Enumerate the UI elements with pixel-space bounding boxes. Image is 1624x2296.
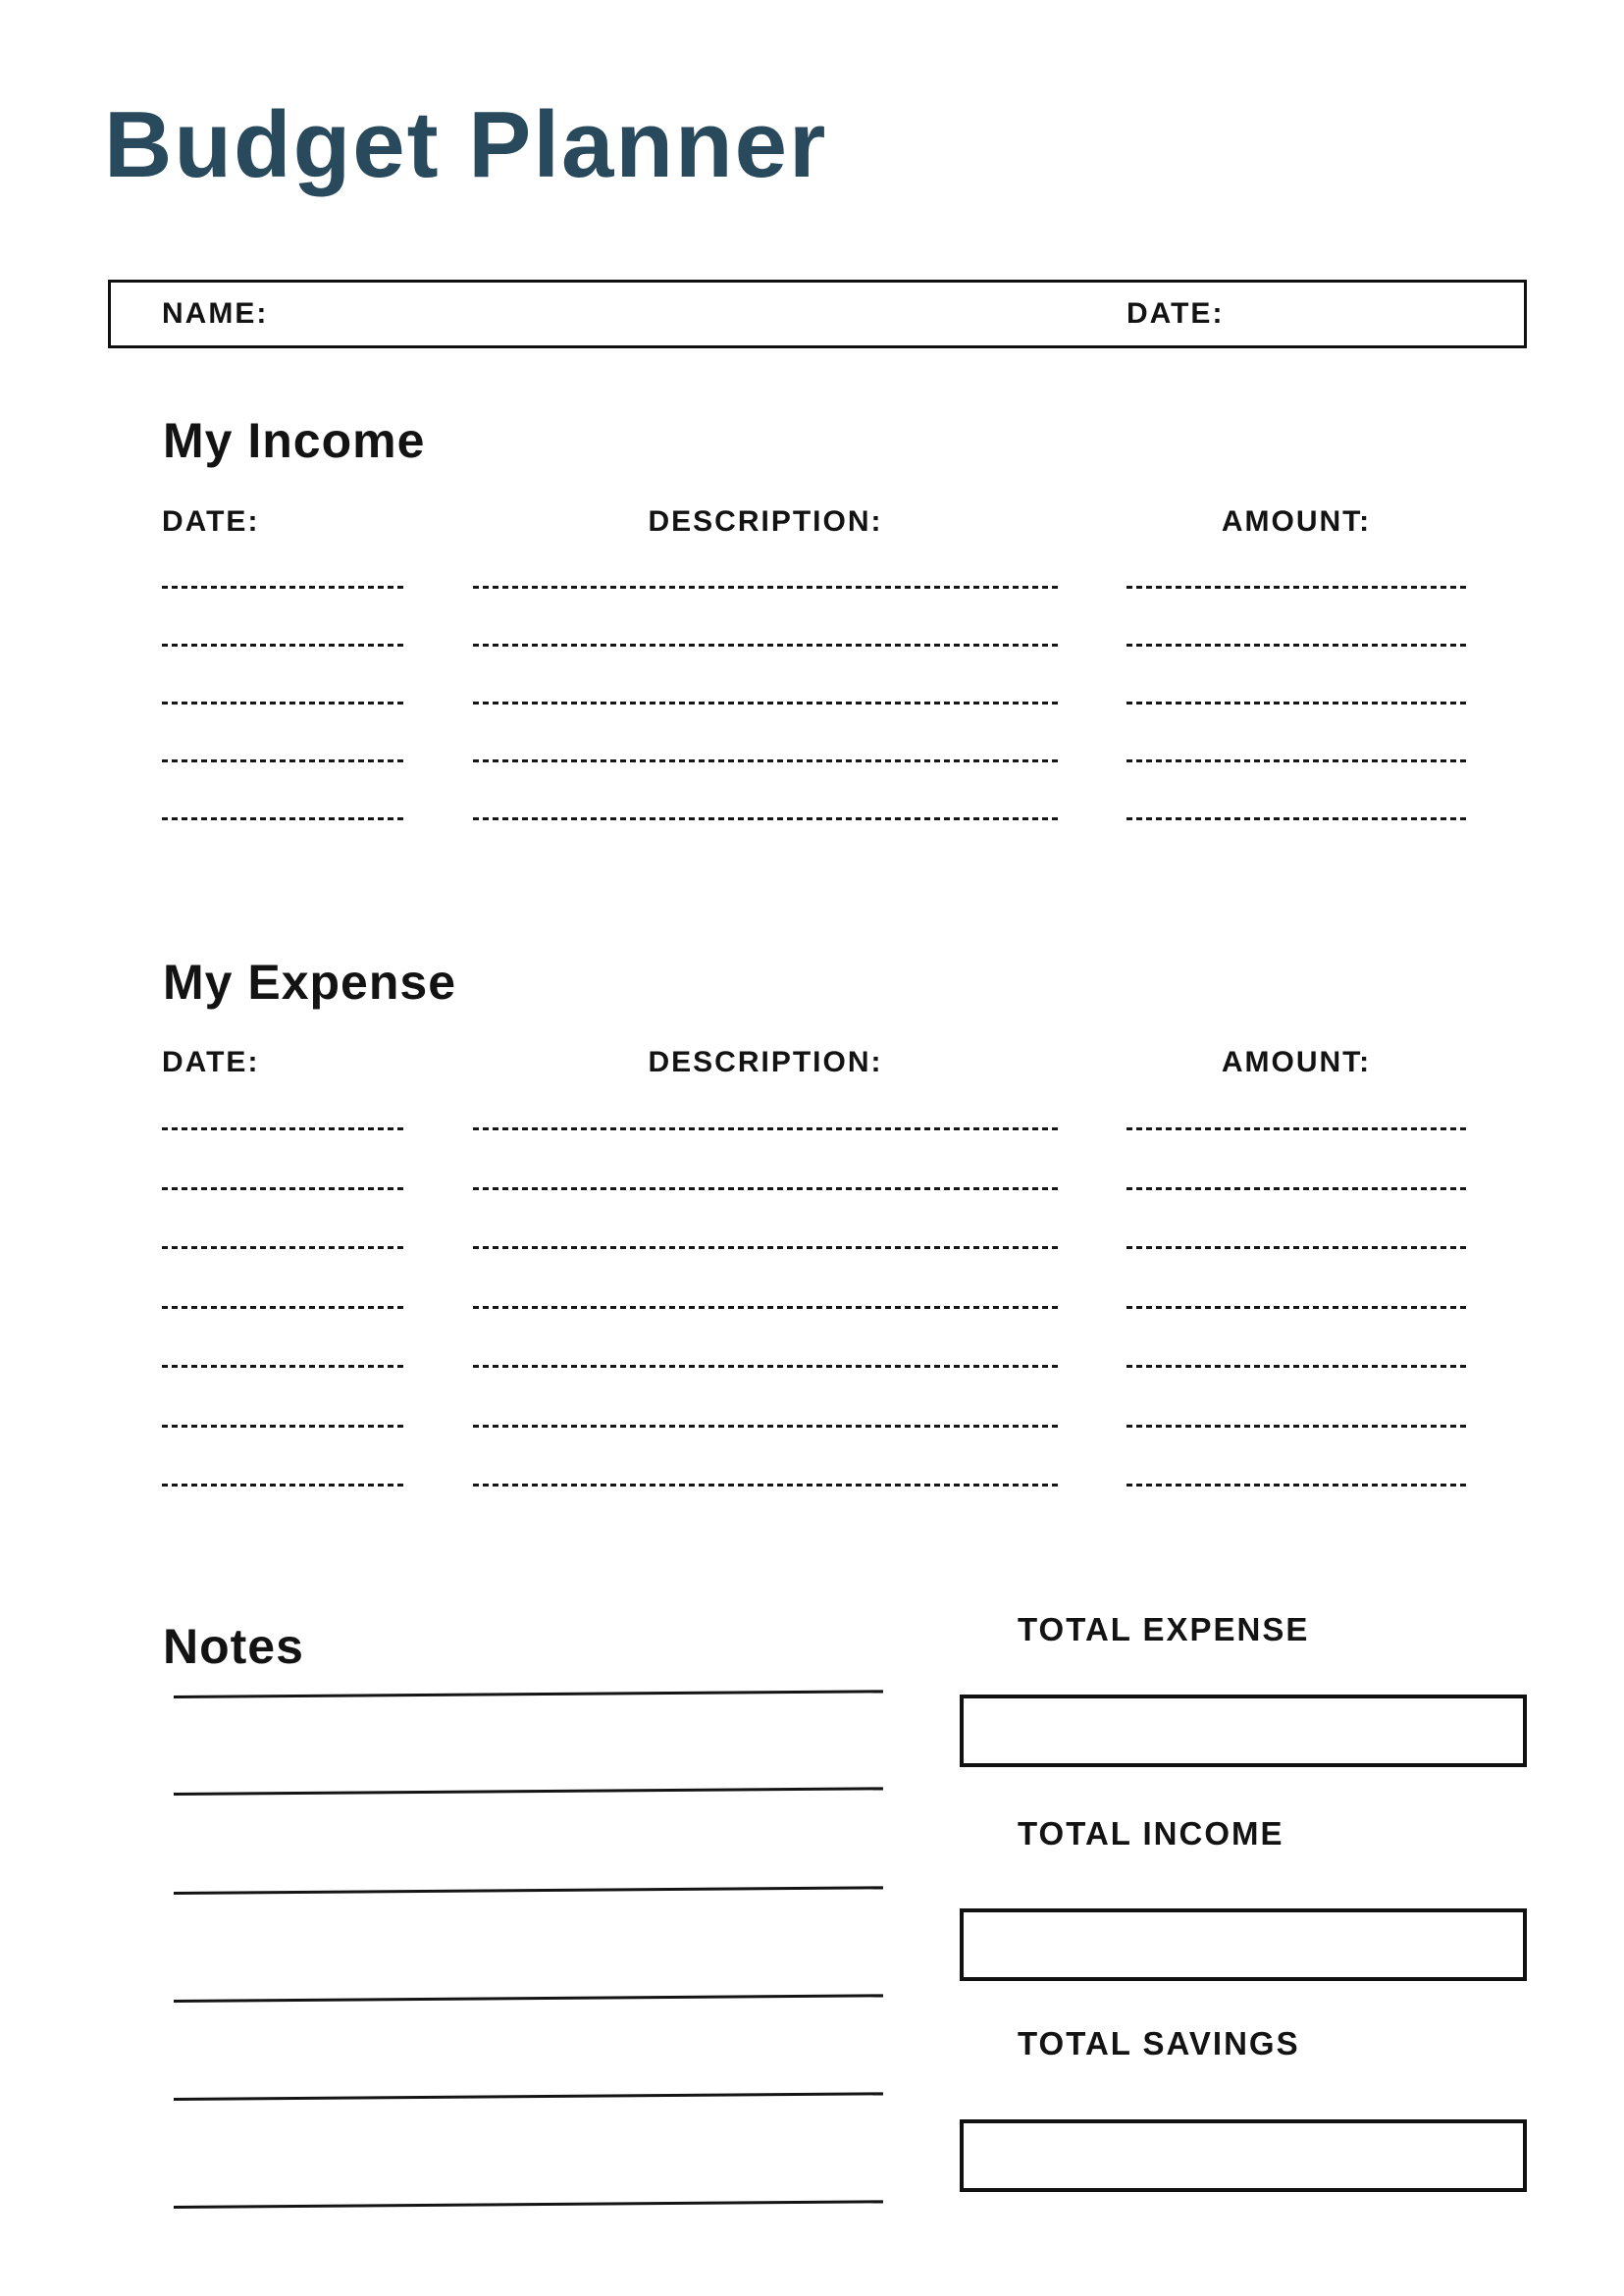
expense-row-3-description-entry-line[interactable] <box>473 1246 1058 1249</box>
income-section-heading: My Income <box>163 413 426 468</box>
expense-row-3-amount-entry-line[interactable] <box>1126 1246 1466 1249</box>
total-income-box[interactable] <box>960 1908 1527 1981</box>
total-expense-label: TOTAL EXPENSE <box>1018 1611 1310 1647</box>
income-col-header-amount: AMOUNT: <box>1221 505 1372 538</box>
income-row-4-amount-entry-line[interactable] <box>1126 759 1466 762</box>
income-row-4-description-entry-line[interactable] <box>473 759 1058 762</box>
notes-line-2[interactable] <box>174 1787 883 1796</box>
expense-col-header-date: DATE: <box>162 1046 260 1078</box>
income-col-header-description: DESCRIPTION: <box>648 505 883 538</box>
income-row-2-date-entry-line[interactable] <box>162 644 407 647</box>
expense-col-header-description: DESCRIPTION: <box>648 1046 883 1078</box>
income-row-3-description-entry-line[interactable] <box>473 702 1058 704</box>
income-row-1-description-entry-line[interactable] <box>473 586 1058 589</box>
expense-row-4-date-entry-line[interactable] <box>162 1306 407 1309</box>
income-row-5-description-entry-line[interactable] <box>473 817 1058 820</box>
expense-section-heading: My Expense <box>163 955 457 1010</box>
page-title: Budget Planner <box>104 92 828 197</box>
date-label: DATE: <box>1126 297 1225 330</box>
expense-row-1-description-entry-line[interactable] <box>473 1127 1058 1130</box>
income-row-5-date-entry-line[interactable] <box>162 817 407 820</box>
expense-row-5-amount-entry-line[interactable] <box>1126 1365 1466 1368</box>
expense-row-7-date-entry-line[interactable] <box>162 1484 407 1487</box>
expense-row-2-description-entry-line[interactable] <box>473 1187 1058 1190</box>
notes-line-3[interactable] <box>174 1886 883 1895</box>
expense-row-3-date-entry-line[interactable] <box>162 1246 407 1249</box>
notes-line-6[interactable] <box>174 2200 883 2209</box>
name-field[interactable] <box>268 287 1073 341</box>
expense-row-4-amount-entry-line[interactable] <box>1126 1306 1466 1309</box>
income-row-1-amount-entry-line[interactable] <box>1126 586 1466 589</box>
notes-line-5[interactable] <box>174 2092 883 2101</box>
expense-col-header-amount: AMOUNT: <box>1221 1046 1372 1078</box>
expense-row-7-amount-entry-line[interactable] <box>1126 1484 1466 1487</box>
name-label: NAME: <box>162 297 269 330</box>
income-row-3-amount-entry-line[interactable] <box>1126 702 1466 704</box>
income-row-5-amount-entry-line[interactable] <box>1126 817 1466 820</box>
notes-line-1[interactable] <box>174 1690 883 1698</box>
total-expense-box[interactable] <box>960 1695 1527 1767</box>
total-savings-label: TOTAL SAVINGS <box>1018 2025 1300 2061</box>
expense-row-6-amount-entry-line[interactable] <box>1126 1425 1466 1428</box>
income-row-3-date-entry-line[interactable] <box>162 702 407 704</box>
income-row-2-amount-entry-line[interactable] <box>1126 644 1466 647</box>
income-row-2-description-entry-line[interactable] <box>473 644 1058 647</box>
expense-row-5-date-entry-line[interactable] <box>162 1365 407 1368</box>
total-savings-box[interactable] <box>960 2119 1527 2192</box>
notes-section-heading: Notes <box>163 1619 304 1674</box>
date-field[interactable] <box>1239 287 1514 341</box>
name-date-box <box>108 280 1527 348</box>
expense-row-6-date-entry-line[interactable] <box>162 1425 407 1428</box>
expense-row-2-date-entry-line[interactable] <box>162 1187 407 1190</box>
expense-row-4-description-entry-line[interactable] <box>473 1306 1058 1309</box>
income-row-1-date-entry-line[interactable] <box>162 586 407 589</box>
income-row-4-date-entry-line[interactable] <box>162 759 407 762</box>
notes-line-4[interactable] <box>174 1994 883 2003</box>
expense-row-2-amount-entry-line[interactable] <box>1126 1187 1466 1190</box>
income-col-header-date: DATE: <box>162 505 260 538</box>
expense-row-6-description-entry-line[interactable] <box>473 1425 1058 1428</box>
expense-row-7-description-entry-line[interactable] <box>473 1484 1058 1487</box>
total-income-label: TOTAL INCOME <box>1018 1815 1284 1852</box>
expense-row-5-description-entry-line[interactable] <box>473 1365 1058 1368</box>
expense-row-1-amount-entry-line[interactable] <box>1126 1127 1466 1130</box>
expense-row-1-date-entry-line[interactable] <box>162 1127 407 1130</box>
